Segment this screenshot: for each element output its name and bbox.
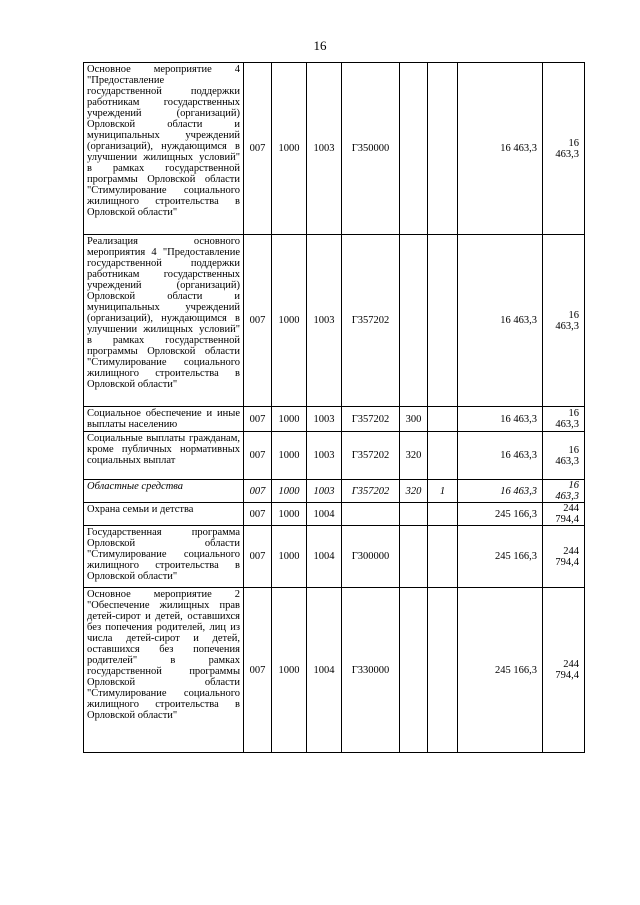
budget-table [83,62,585,753]
target-article-cell: Г357202 [342,235,400,407]
target-article-cell: Г300000 [342,526,400,588]
amount-year2-cell: 16 463,3 [543,407,585,432]
expense-type-cell [400,588,428,753]
budget-table-body [84,63,585,753]
grbs-cell: 007 [244,432,272,480]
grbs-cell: 007 [244,503,272,526]
expense-type-cell: 320 [400,480,428,503]
amount-year2-cell: 16 463,3 [543,432,585,480]
source-cell: 1 [428,480,458,503]
subsection-cell: 1003 [307,432,342,480]
target-article-cell: Г357202 [342,480,400,503]
subsection-cell: 1003 [307,235,342,407]
amount-year1-cell: 16 463,3 [458,480,543,503]
section-cell: 1000 [272,480,307,503]
table-row [84,63,585,235]
table-row [84,503,585,526]
subsection-cell: 1003 [307,63,342,235]
subsection-cell: 1004 [307,588,342,753]
amount-year2-cell: 16 463,3 [543,63,585,235]
section-cell: 1000 [272,588,307,753]
row-name-cell: Основное мероприятие 2 "Обеспечение жилищных прав детей-сирот и детей, оставшихся без попечения родителей, лиц из числа детей-сирот и детей, оставшихся без попечения родителей" в рамках государственной программы Орловской области "Стимулирование социального жилищного строительства в Орловской области" [84,588,244,753]
target-article-cell: Г350000 [342,63,400,235]
table-row [84,432,585,480]
source-cell [428,588,458,753]
source-cell [428,235,458,407]
subsection-cell: 1004 [307,526,342,588]
row-name-cell: Реализация основного мероприятия 4 "Предоставление государственной поддержки работникам государственных учреждений (организаций) Орловской области и муниципальных учреждений (организаций), нуждающимся в улучшении жилищных условий" в рамках государственной программы Орловской области "Стимулирование социального жилищного строительства в Орловской области" [84,235,244,407]
amount-year1-cell: 245 166,3 [458,503,543,526]
target-article-cell [342,503,400,526]
table-row [84,480,585,503]
row-name-cell: Социальные выплаты гражданам, кроме публичных нормативных социальных выплат [84,432,244,480]
grbs-cell: 007 [244,235,272,407]
target-article-cell: Г357202 [342,432,400,480]
row-name-cell: Государственная программа Орловской области "Стимулирование социального жилищного строительства в Орловской области" [84,526,244,588]
subsection-cell: 1003 [307,480,342,503]
amount-year2-cell: 16 463,3 [543,480,585,503]
amount-year1-cell: 16 463,3 [458,432,543,480]
source-cell [428,432,458,480]
target-article-cell: Г330000 [342,588,400,753]
target-article-cell: Г357202 [342,407,400,432]
grbs-cell: 007 [244,526,272,588]
amount-year1-cell: 16 463,3 [458,63,543,235]
subsection-cell: 1004 [307,503,342,526]
expense-type-cell [400,63,428,235]
row-name-cell: Охрана семьи и детства [84,503,244,526]
section-cell: 1000 [272,407,307,432]
expense-type-cell [400,503,428,526]
source-cell [428,407,458,432]
grbs-cell: 007 [244,588,272,753]
section-cell: 1000 [272,235,307,407]
table-row [84,588,585,753]
amount-year2-cell: 16 463,3 [543,235,585,407]
expense-type-cell: 320 [400,432,428,480]
amount-year2-cell: 244 794,4 [543,588,585,753]
amount-year2-cell: 244 794,4 [543,526,585,588]
amount-year1-cell: 16 463,3 [458,407,543,432]
section-cell: 1000 [272,503,307,526]
expense-type-cell: 300 [400,407,428,432]
page-number: 16 [313,38,327,53]
source-cell [428,503,458,526]
expense-type-cell [400,526,428,588]
amount-year1-cell: 245 166,3 [458,526,543,588]
grbs-cell: 007 [244,407,272,432]
section-cell: 1000 [272,432,307,480]
row-name-cell: Социальное обеспечение и иные выплаты населению [84,407,244,432]
row-name-cell: Основное мероприятие 4 "Предоставление государственной поддержки работникам государственных учреждений (организаций) Орловской области и муниципальных учреждений (организаций), нуждающимся в улучшении жилищных условий" в рамках государственной программы Орловской области "Стимулирование социального жилищного строительства в Орловской области" [84,63,244,235]
amount-year1-cell: 16 463,3 [458,235,543,407]
section-cell: 1000 [272,526,307,588]
amount-year2-cell: 244 794,4 [543,503,585,526]
amount-year1-cell: 245 166,3 [458,588,543,753]
grbs-cell: 007 [244,63,272,235]
subsection-cell: 1003 [307,407,342,432]
table-row [84,407,585,432]
grbs-cell: 007 [244,480,272,503]
table-row [84,526,585,588]
section-cell: 1000 [272,63,307,235]
table-row [84,235,585,407]
source-cell [428,63,458,235]
source-cell [428,526,458,588]
expense-type-cell [400,235,428,407]
row-name-cell: Областные средства [84,480,244,503]
